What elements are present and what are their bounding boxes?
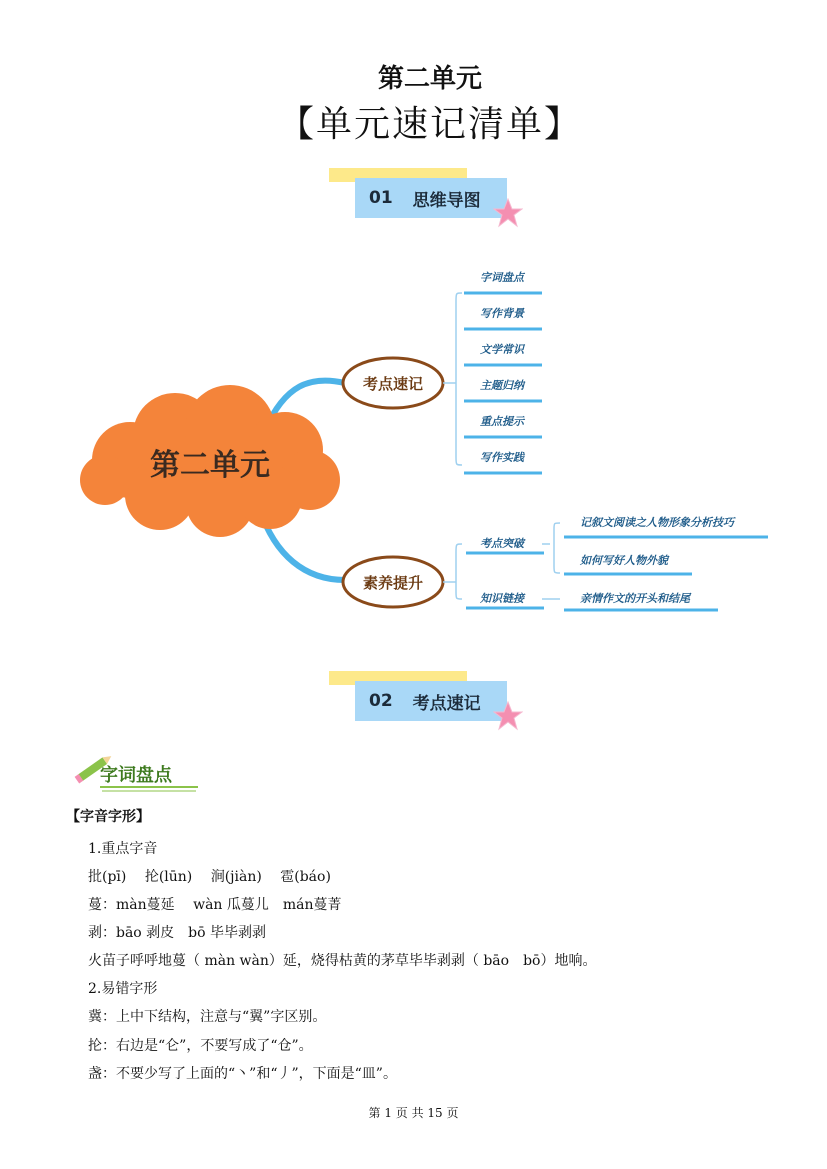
leaf-item-4: 重点提示 (480, 415, 524, 428)
unit-title: 第二单元 (377, 64, 482, 94)
section-header-kaodian (329, 671, 509, 731)
star-icon (493, 198, 523, 228)
mind-map (70, 235, 770, 635)
content-line: 火苗子呼呼地蔓（ màn wàn）延，烧得枯黄的茅草毕毕剥剥（ bāo bō）地响。 (88, 953, 597, 969)
badge-label: 字词盘点 (100, 765, 172, 786)
center-label: 第二单元 (150, 448, 270, 483)
star-icon (493, 701, 523, 731)
page-footer: 第 1 页 共 15 页 (368, 1106, 459, 1120)
leaf-item-5: 写作实践 (480, 451, 524, 464)
section-badge (72, 747, 202, 795)
section-number: 02 (369, 691, 393, 711)
content-line: 蔓：màn蔓延 wàn 瓜蔓儿 mán蔓菁 (88, 897, 342, 913)
leaf-item-3: 主题归纳 (480, 379, 524, 392)
leaf-jixu: 记叙文阅读之人物形象分析技巧 (580, 516, 734, 529)
content-line: 抡：右边是“仑”，不要写成了“仓”。 (88, 1038, 313, 1054)
sub-node-tupo: 考点突破 (480, 537, 524, 550)
content-line: 2.易错字形 (88, 981, 158, 997)
node-suyang-label: 素养提升 (362, 574, 424, 592)
content-line: 批(pī) 抡(lūn) 涧(jiàn) 雹(báo) (88, 869, 331, 885)
content-line: 剥：bāo 剥皮 bō 毕毕剥剥 (88, 925, 267, 941)
section-header-mindmap (329, 168, 509, 228)
leaf-item-2: 文学常识 (480, 343, 524, 356)
leaf-qinqing: 亲情作文的开头和结尾 (580, 592, 690, 605)
content-line: 冀：上中下结构，注意与“翼”字区别。 (88, 1009, 327, 1025)
leaf-item-0: 字词盘点 (480, 271, 524, 284)
node-kaodian-label: 考点速记 (362, 375, 424, 393)
section-number: 01 (369, 188, 393, 208)
section-label: 考点速记 (412, 693, 481, 714)
section-label-box (355, 681, 507, 721)
content-line: 盏：不要少写了上面的“丶”和“丿”，下面是“皿”。 (88, 1066, 397, 1082)
page-subtitle: 【单元速记清单】 (277, 104, 582, 145)
leaf-waimao: 如何写好人物外貌 (580, 554, 668, 567)
sub-node-lianjie: 知识链接 (480, 592, 524, 605)
section-label: 思维导图 (412, 190, 481, 211)
content-heading: 【字音字形】 (66, 809, 150, 825)
leaf-item-1: 写作背景 (480, 307, 524, 320)
section-label-box (355, 178, 507, 218)
content-line: 1.重点字音 (88, 841, 158, 857)
